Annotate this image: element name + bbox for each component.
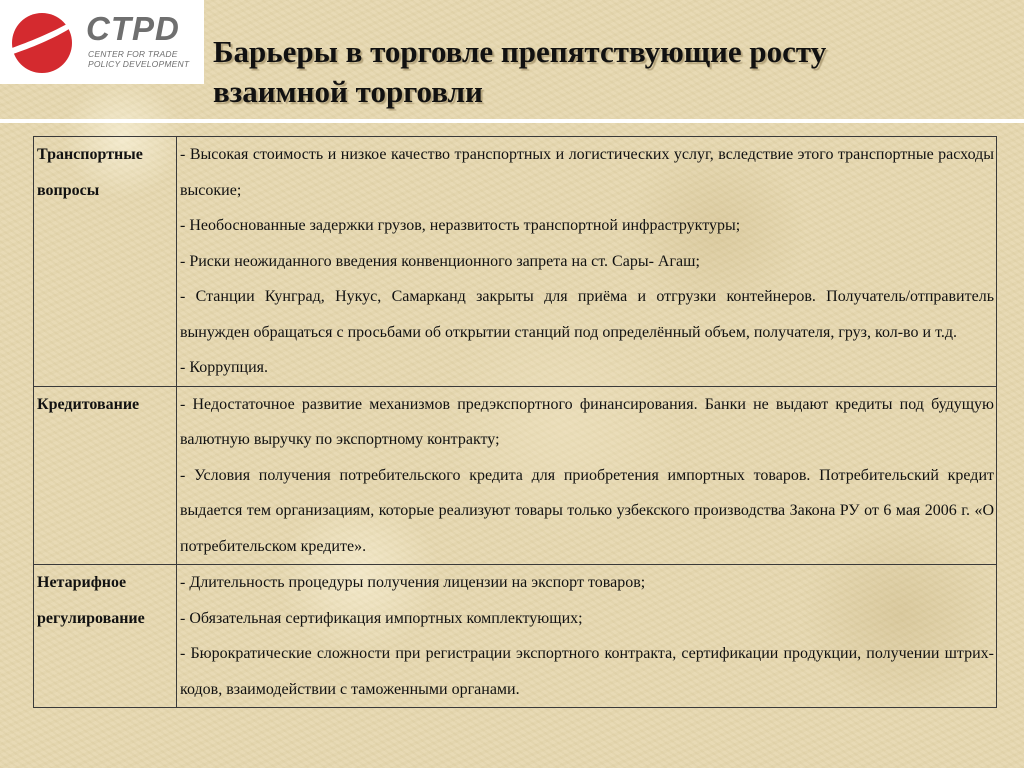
list-item: - Коррупция. <box>180 359 269 376</box>
table-row-nontariff <box>34 565 997 708</box>
category-label-line1: Транспортные <box>37 146 143 163</box>
logo-subtitle-line2: POLICY DEVELOPMENT <box>88 59 190 69</box>
logo <box>0 0 204 84</box>
barriers-table <box>33 136 997 708</box>
list-item: - Обязательная сертификация импортных комплектующих; <box>180 609 583 627</box>
category-cell <box>34 386 177 565</box>
slide-title <box>213 32 993 112</box>
list-item: - Недостаточное развитие механизмов предэкспортного финансирования. Банки не выдают кредиты под будущую валютную выручку по экспортному контракту; <box>180 395 994 448</box>
description-cell <box>177 137 997 387</box>
logo-name: CTPD <box>86 10 180 47</box>
category-label-line1: Нетарифное <box>37 574 127 591</box>
list-item: - Необоснованные задержки грузов, неразвитость транспортной инфраструктуры; <box>180 217 741 234</box>
list-item: - Условия получения потребительского кредита для приобретения импортных товаров. Потребительский кредит выдается тем организациям, которые реализуют товары только узбекского производства Закона РУ от 6 мая 2006 г. «О потребительском кредите». <box>180 466 994 555</box>
category-label-line2: вопросы <box>37 181 100 199</box>
category-cell <box>34 137 177 387</box>
category-label-line1: Кредитование <box>37 395 140 413</box>
description-cell <box>177 386 997 565</box>
list-item: - Бюрократические сложности при регистрации экспортного контракта, сертификации продукции, получении штрих-кодов, взаимодействии с таможенными органами. <box>180 645 994 698</box>
category-cell <box>34 565 177 708</box>
logo-subtitle-line1: CENTER FOR TRADE <box>88 49 178 59</box>
list-item: - Станции Кунград, Нукус, Самарканд закрыты для приёма и отгрузки контейнеров. Получатель/отправитель вынужден обращаться с просьбами об открытии станций под определённый объем, получателя, груз, кол-во и т.д. <box>180 288 994 341</box>
slide-title-line2: взаимной торговли <box>213 74 483 109</box>
category-label-line2: регулирование <box>37 609 145 627</box>
list-item: - Длительность процедуры получения лицензии на экспорт товаров; <box>180 574 646 591</box>
table-row-credit <box>34 386 997 565</box>
table-row-transport <box>34 137 997 387</box>
ctpd-logo-icon <box>10 12 74 74</box>
list-item: - Риски неожиданного введения конвенционного запрета на ст. Сары- Агаш; <box>180 252 700 270</box>
title-divider <box>0 119 1024 123</box>
slide-title-line1: Барьеры в торговле препятствующие росту <box>213 34 827 69</box>
list-item: - Высокая стоимость и низкое качество транспортных и логистических услуг, вследствие этого транспортные расходы высокие; <box>180 146 994 199</box>
description-cell <box>177 565 997 708</box>
logo-subtitle <box>88 49 189 69</box>
